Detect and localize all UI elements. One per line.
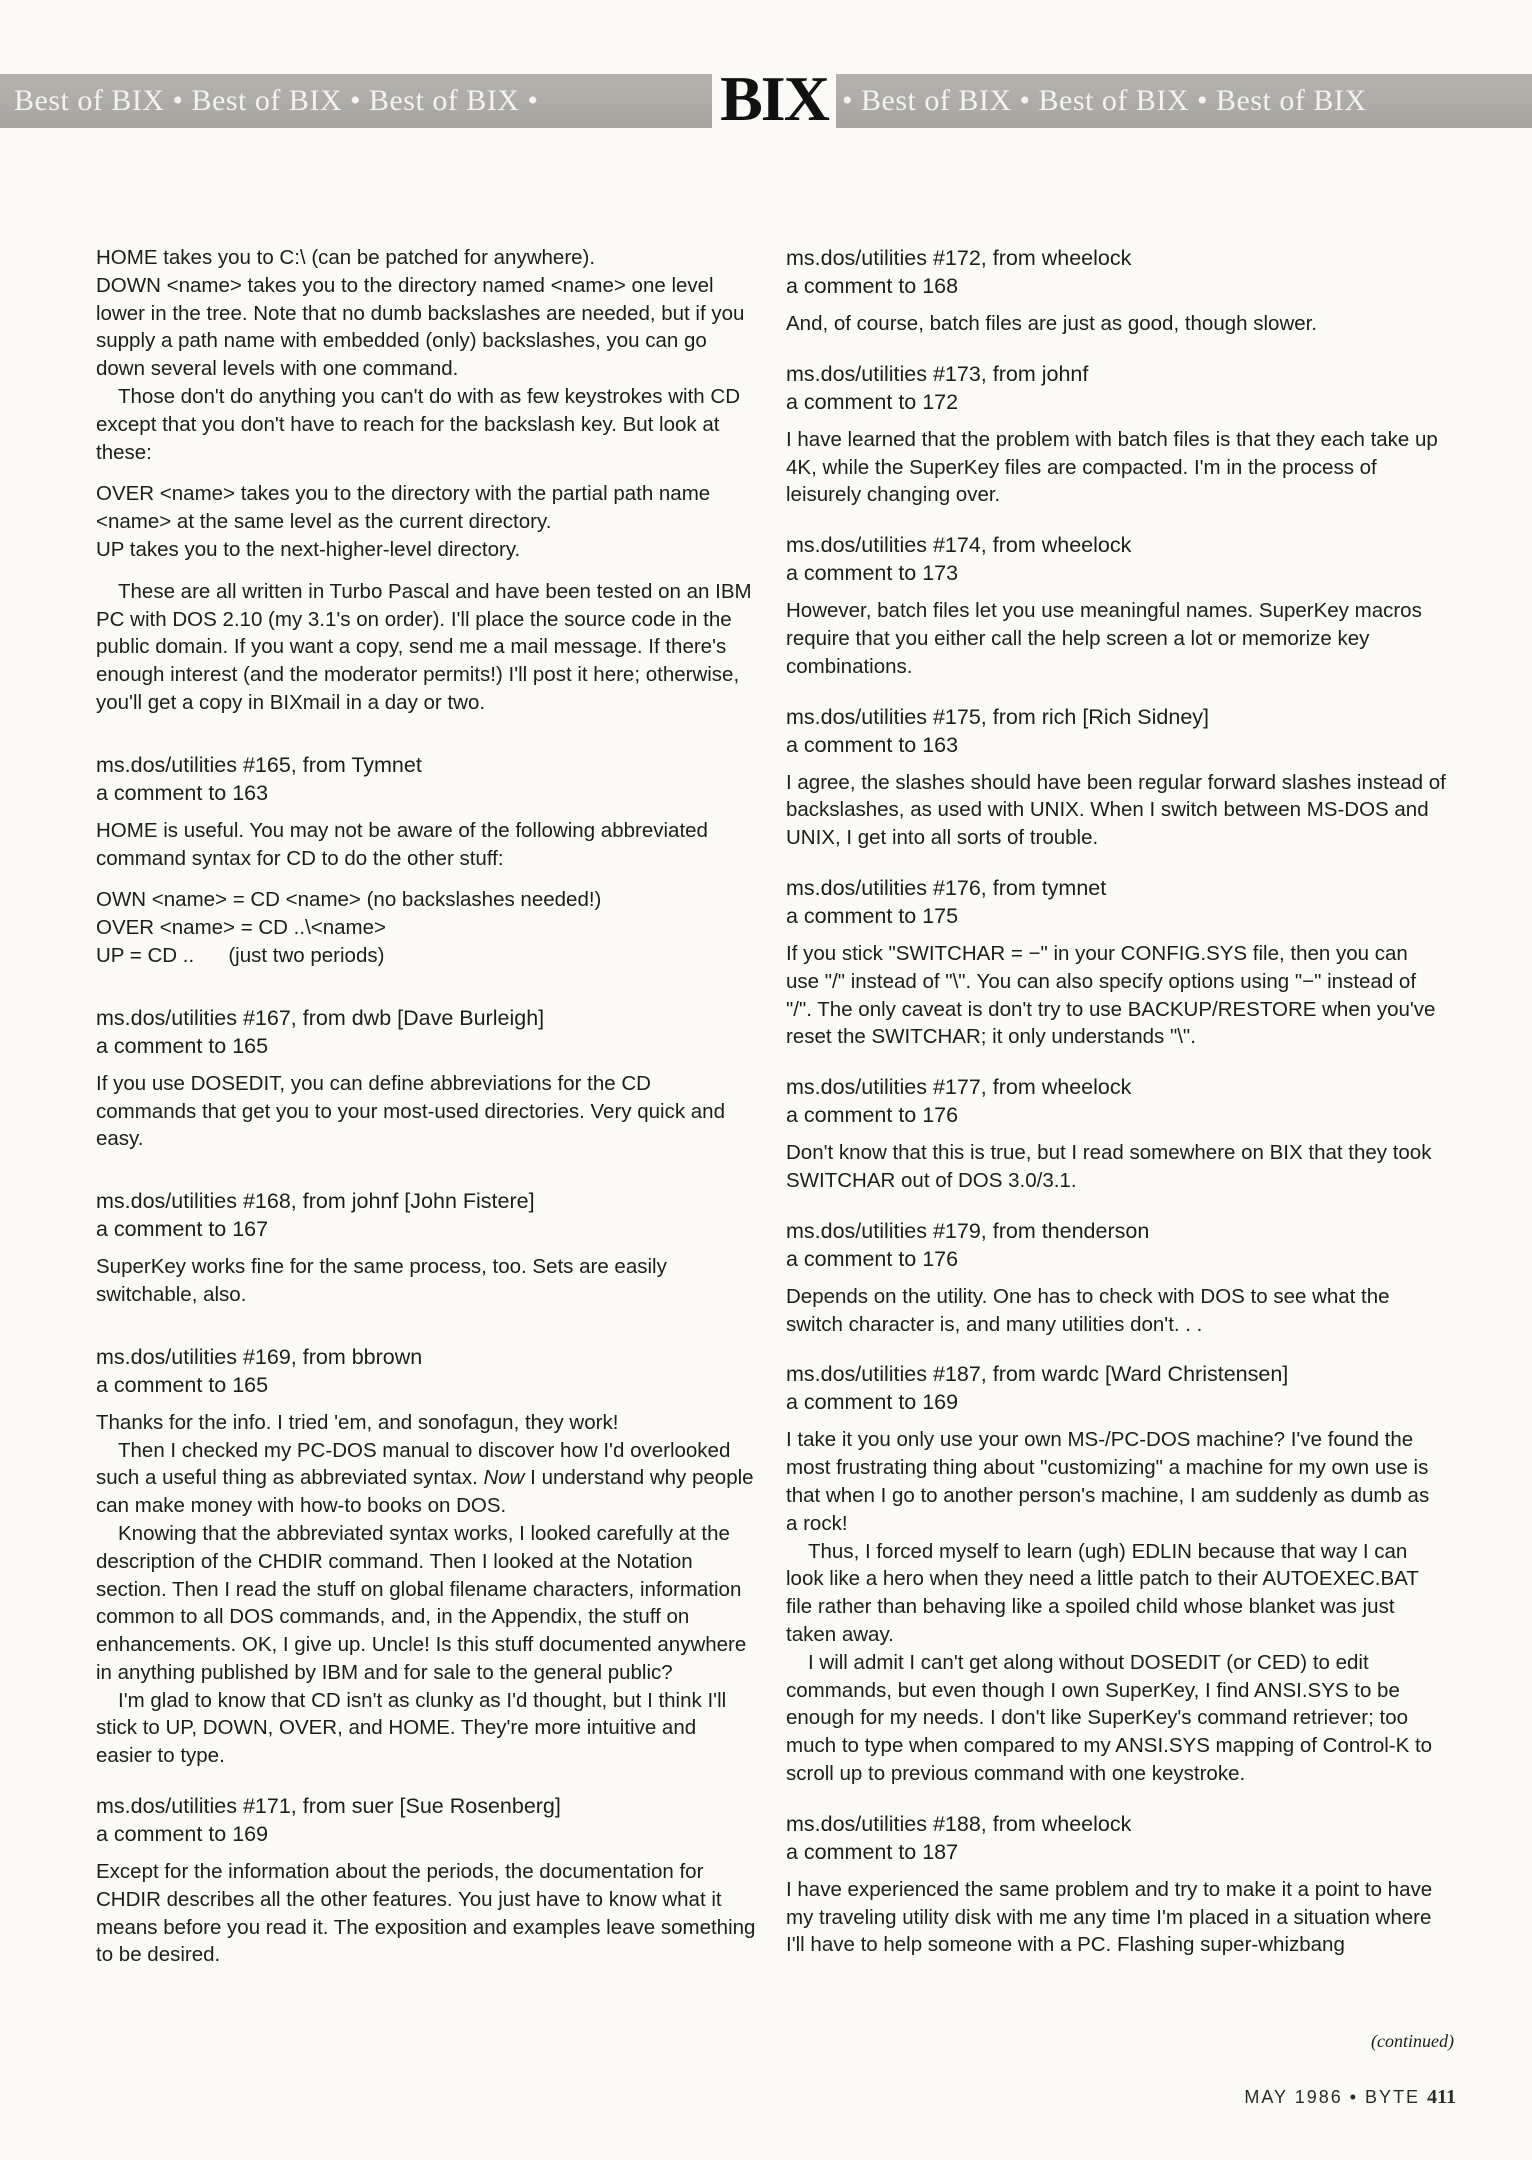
post-reply-ref: a comment to 175 <box>786 903 959 928</box>
post-header: ms.dos/utilities #176, from tymnet <box>786 875 1107 900</box>
post-body: Except for the information about the periods, the documentation for CHDIR describes all the other features. You just have to know what it means before you read it. The exposition and examples leave something to be desired. <box>96 1860 756 1967</box>
post-body: Thus, I forced myself to learn (ugh) EDLIN because that way I can look like a hero when they need a little patch to their AUTOEXEC.BAT file rather than behaving like a spoiled child whose blanket was just taken away. <box>786 1539 1419 1646</box>
post-176 <box>786 874 1446 1051</box>
post-168 <box>96 1187 756 1309</box>
post-header: ms.dos/utilities #173, from johnf <box>786 361 1089 386</box>
post-reply-ref: a comment to 165 <box>96 1033 269 1058</box>
post-body: SuperKey works fine for the same process, too. Sets are easily switchable, also. <box>96 1255 667 1306</box>
post-165 <box>96 751 756 970</box>
post-173 <box>786 360 1446 509</box>
post-body: I'm glad to know that CD isn't as clunky as I'd thought, but I think I'll stick to UP, DOWN, OVER, and HOME. They're more intuitive and easier to type. <box>96 1688 727 1768</box>
post-reply-ref: a comment to 168 <box>786 274 959 298</box>
banner-left-text: Best of BIX • Best of BIX • Best of BIX • <box>14 84 539 117</box>
syntax-line-up: UP = CD .. (just two periods) <box>96 943 385 967</box>
post-177 <box>786 1073 1446 1195</box>
post-header: ms.dos/utilities #174, from wheelock <box>786 533 1132 558</box>
post-172 <box>786 244 1446 338</box>
post-body: Don't know that this is true, but I read somewhere on BIX that they took SWITCHAR out of DOS 3.0/3.1. <box>786 1141 1432 1192</box>
post-175 <box>786 703 1446 852</box>
bix-logo: BIX <box>712 66 836 132</box>
post-body: If you stick "SWITCHAR = −" in your CONFIG.SYS file, then you can use "/" instead of "\". You can also specify options using "−" instead of "/". The only caveat is don't try to use BACKUP/RESTORE when you've reset the SWITCHAR; it only understands "\". <box>786 941 1436 1049</box>
post-reply-ref: a comment to 167 <box>96 1217 269 1242</box>
post-body: Thanks for the info. I tried 'em, and sonofagun, they work! <box>96 1410 619 1434</box>
post-body: I will admit I can't get along without DOSEDIT (or CED) to edit commands, but even though I own SuperKey, I find ANSI.SYS to be enough for my needs. I don't like SuperKey's command retriever; too much to type when compared to my ANSI.SYS mapping of Control-K to scroll up to previous command with one keystroke. <box>786 1650 1433 1785</box>
post-body: If you use DOSEDIT, you can define abbreviations for the CD commands that get you to your most-used directories. Very quick and easy. <box>96 1071 725 1151</box>
post-header: ms.dos/utilities #179, from thenderson <box>786 1218 1150 1243</box>
post-header: ms.dos/utilities #175, from rich [Rich Sidney] <box>786 704 1209 729</box>
post-body-emphasis: Now <box>483 1466 525 1490</box>
post-reply-ref: a comment to 173 <box>786 561 959 586</box>
post-header: ms.dos/utilities #165, from Tymnet <box>96 752 422 777</box>
post-167 <box>96 1004 756 1153</box>
post-header: ms.dos/utilities #169, from bbrown <box>96 1344 423 1369</box>
post-reply-ref: a comment to 187 <box>786 1839 959 1864</box>
post-header: ms.dos/utilities #167, from dwb [Dave Burleigh] <box>96 1005 545 1030</box>
post-body: Depends on the utility. One has to check with DOS to see what the switch character is, and many utilities don't. . . <box>786 1284 1390 1336</box>
post-reply-ref: a comment to 169 <box>786 1390 959 1415</box>
post-body: HOME is useful. You may not be aware of the following abbreviated command syntax for CD to do the other stuff: <box>96 818 708 870</box>
post-body: I take it you only use your own MS-/PC-DOS machine? I've found the most frustrating thing about "customizing" a machine for my own use is that when I go to another person's machine, I am suddenly as dumb as a rock! <box>786 1428 1430 1535</box>
intro-down: DOWN <name> takes you to the directory named <name> one level lower in the tree. Note that no dumb backslashes are needed, but if you supply a path name with embedded (only) backslashes, you can go down several levels with one command. <box>96 273 745 381</box>
intro-over: OVER <name> takes you to the directory with the partial path name <name> at the same level as the current directory. <box>96 482 711 534</box>
post-reply-ref: a comment to 176 <box>786 1246 959 1271</box>
post-header: ms.dos/utilities #188, from wheelock <box>786 1811 1132 1836</box>
post-reply-ref: a comment to 165 <box>96 1372 269 1397</box>
post-body: However, batch files let you use meaningful names. SuperKey macros require that you either call the help screen a lot or memorize key combinations. <box>786 599 1422 678</box>
post-169 <box>96 1343 756 1770</box>
post-header: ms.dos/utilities #168, from johnf [John Fistere] <box>96 1189 535 1214</box>
intro-turbo-pascal: These are all written in Turbo Pascal and have been tested on an IBM PC with DOS 2.10 (my 3.1's on order). I'll place the source code in the public domain. If you want a copy, send me a mail message. If there's enough interest (and the moderator permits!) I'll post it here; otherwise, you'll get a copy in BIXmail in a day or two. <box>96 579 752 714</box>
post-header: ms.dos/utilities #172, from wheelock <box>786 246 1132 270</box>
issue-label: MAY 1986 • BYTE <box>1244 2087 1421 2107</box>
post-188 <box>786 1810 1446 1959</box>
post-179 <box>786 1217 1446 1339</box>
post-body: I have learned that the problem with batch files is that they each take up 4K, while the SuperKey files are compacted. I'm in the process of leisurely changing over. <box>786 427 1438 507</box>
post-header: ms.dos/utilities #177, from wheelock <box>786 1075 1132 1100</box>
continued-note: (continued) <box>1371 2031 1454 2051</box>
banner-right-text: • Best of BIX • Best of BIX • Best of BIX <box>842 84 1367 117</box>
post-body: Knowing that the abbreviated syntax works, I looked carefully at the description of the CHDIR command. Then I looked at the Notation section. Then I read the stuff on global filename characters, information common to all DOS commands, and, in the Appendix, the stuff on enhancements. OK, I give up. Uncle! Is this stuff documented anywhere in anything published by IBM and for sale to the general public? <box>96 1521 747 1684</box>
syntax-line-own: OWN <name> = CD <name> (no backslashes needed!) <box>96 888 602 912</box>
post-187 <box>786 1360 1446 1787</box>
page-number: 411 <box>1427 2086 1456 2108</box>
syntax-line-over: OVER <name> = CD ..\<name> <box>96 916 386 940</box>
right-column <box>786 244 1446 1959</box>
post-body: And, of course, batch files are just as good, though slower. <box>786 312 1318 335</box>
post-reply-ref: a comment to 169 <box>96 1822 269 1847</box>
post-body-part: Then I checked my PC-DOS manual to discover how I'd overlooked such a useful thing as abbreviated syntax. <box>96 1438 731 1490</box>
post-body <box>96 1437 756 1520</box>
post-reply-ref: a comment to 172 <box>786 389 959 414</box>
post-174 <box>786 531 1446 680</box>
intro-up: UP takes you to the next-higher-level directory. <box>96 537 521 561</box>
post-reply-ref: a comment to 163 <box>786 732 959 757</box>
left-column <box>96 244 756 1969</box>
page-footer <box>1150 2086 1456 2109</box>
post-body-part: I understand why people can make money with how-to books on DOS. <box>96 1466 754 1518</box>
post-body: I have experienced the same problem and try to make it a point to have my traveling utility disk with me any time I'm placed in a situation where I'll have to help someone with a PC. Flashing super-whizbang <box>786 1877 1433 1957</box>
post-171 <box>96 1792 756 1969</box>
post-header: ms.dos/utilities #171, from suer [Sue Rosenberg] <box>96 1794 561 1819</box>
intro-those: Those don't do anything you can't do with as few keystrokes with CD except that you don't have to reach for the backslash key. But look at these: <box>96 384 741 464</box>
post-reply-ref: a comment to 163 <box>96 780 269 805</box>
post-reply-ref: a comment to 176 <box>786 1103 959 1128</box>
intro-home: HOME takes you to C:\ (can be patched for anywhere). <box>96 246 596 269</box>
post-header: ms.dos/utilities #187, from wardc [Ward Christensen] <box>786 1362 1289 1387</box>
post-body: I agree, the slashes should have been regular forward slashes instead of backslashes, as used with UNIX. When I switch between MS-DOS and UNIX, I get into all sorts of trouble. <box>786 770 1446 850</box>
